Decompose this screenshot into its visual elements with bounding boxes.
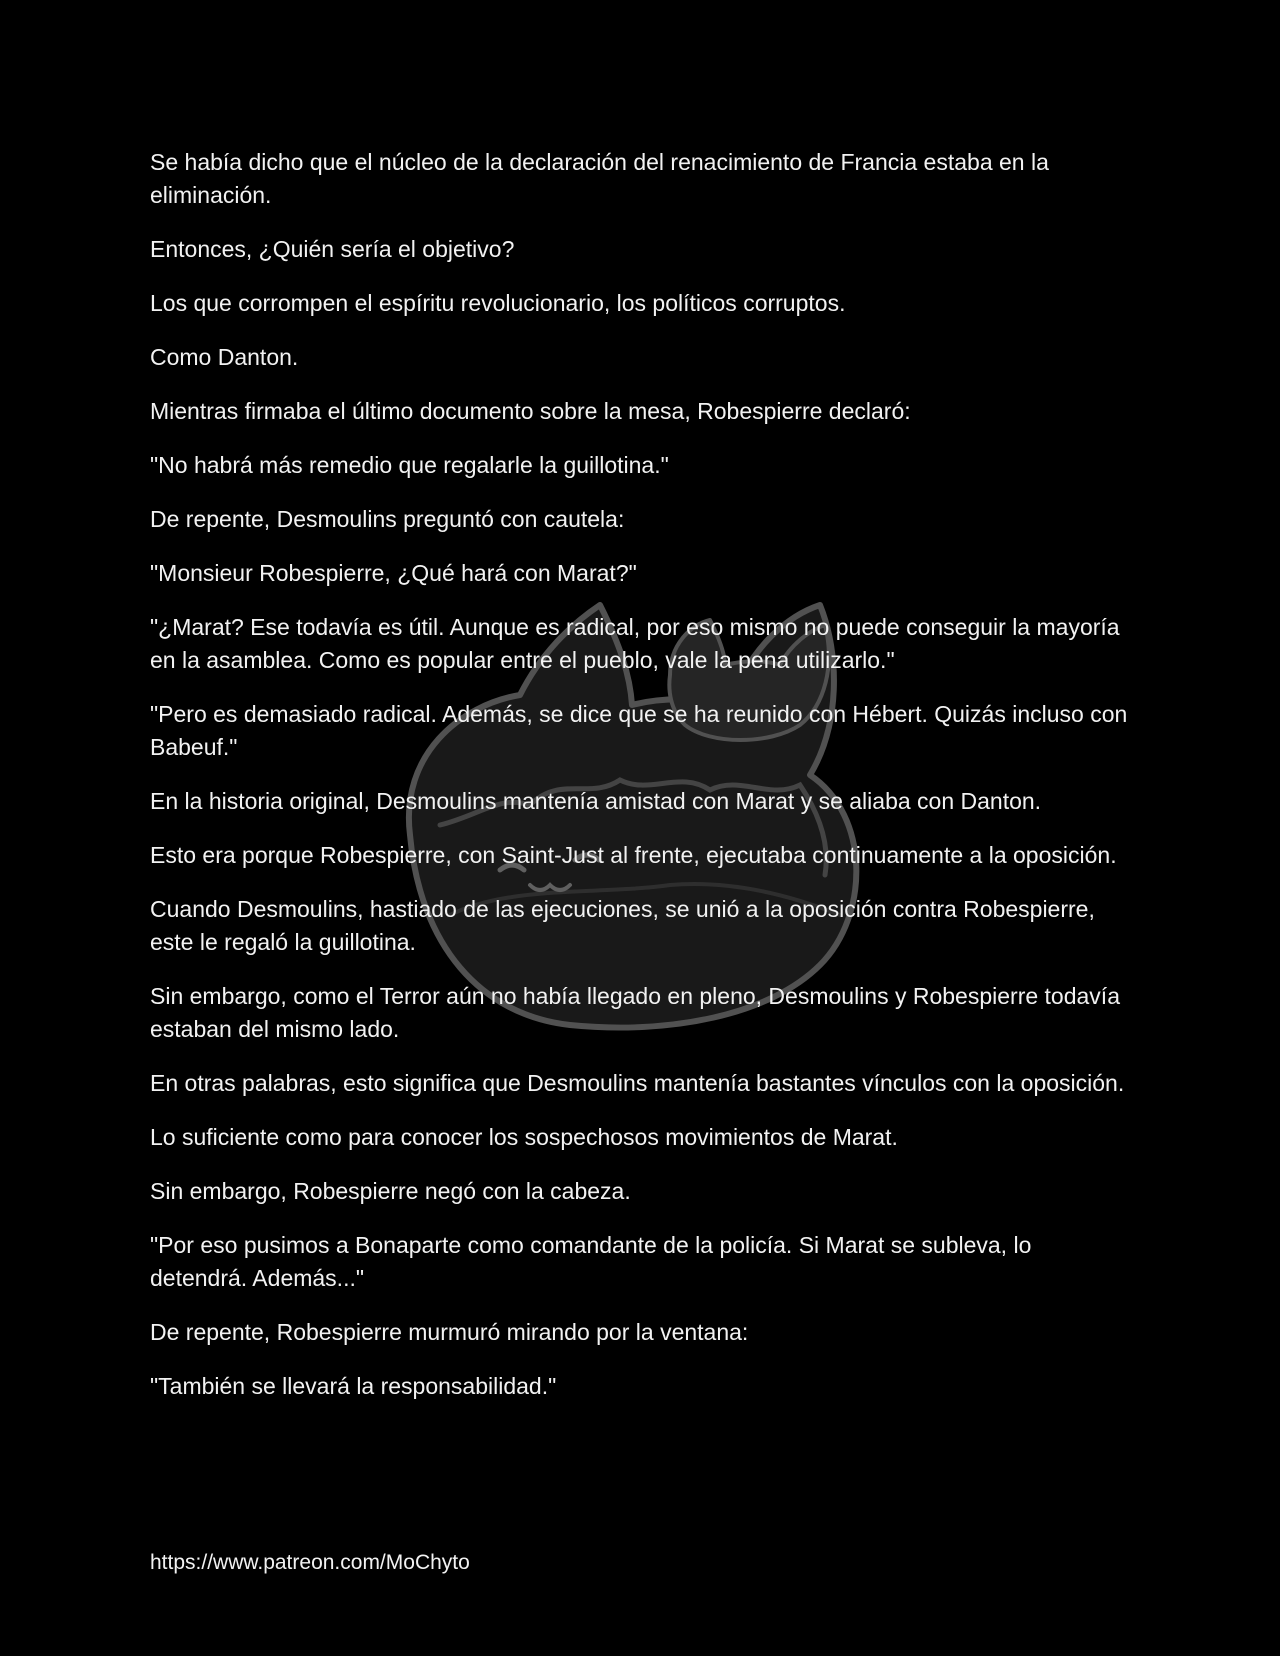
paragraph: De repente, Desmoulins preguntó con cautela: (150, 506, 625, 532)
paragraph: En la historia original, Desmoulins mantenía amistad con Marat y se aliaba con Danton. (150, 788, 1042, 814)
paragraph: "Por eso pusimos a Bonaparte como comandante de la policía. Si Marat se subleva, lo detendrá. Además..." (150, 1232, 1032, 1291)
paragraph: Como Danton. (150, 344, 299, 370)
paragraph: Lo suficiente como para conocer los sospechosos movimientos de Marat. (150, 1124, 898, 1150)
paragraph: "No habrá más remedio que regalarle la guillotina." (150, 452, 669, 478)
patreon-link[interactable]: https://www.patreon.com/MoChyto (150, 1551, 470, 1574)
paragraph: Se había dicho que el núcleo de la declaración del renacimiento de Francia estaba en la eliminación. (150, 149, 1049, 208)
paragraph: Cuando Desmoulins, hastiado de las ejecuciones, se unió a la oposición contra Robespierre, este le regaló la guillotina. (150, 896, 1095, 955)
paragraph: Entonces, ¿Quién sería el objetivo? (150, 236, 515, 262)
paragraph: "Monsieur Robespierre, ¿Qué hará con Marat?" (150, 560, 637, 586)
paragraph: Esto era porque Robespierre, con Saint-Just al frente, ejecutaba continuamente a la oposición. (150, 842, 1117, 868)
paragraph: Mientras firmaba el último documento sobre la mesa, Robespierre declaró: (150, 398, 911, 424)
paragraph: Sin embargo, como el Terror aún no había llegado en pleno, Desmoulins y Robespierre todavía estaban del mismo lado. (150, 983, 1120, 1042)
paragraph: De repente, Robespierre murmuró mirando por la ventana: (150, 1319, 749, 1345)
paragraph: Los que corrompen el espíritu revolucionario, los políticos corruptos. (150, 290, 846, 316)
paragraph: "Pero es demasiado radical. Además, se dice que se ha reunido con Hébert. Quizás incluso con Babeuf." (150, 701, 1128, 760)
document-body (150, 146, 1130, 1424)
paragraph: "¿Marat? Ese todavía es útil. Aunque es radical, por eso mismo no puede conseguir la mayoría en la asamblea. Como es popular entre el pueblo, vale la pena utilizarlo." (150, 614, 1120, 673)
paragraph: Sin embargo, Robespierre negó con la cabeza. (150, 1178, 631, 1204)
paragraph: En otras palabras, esto significa que Desmoulins mantenía bastantes vínculos con la oposición. (150, 1070, 1125, 1096)
paragraph: "También se llevará la responsabilidad." (150, 1373, 557, 1399)
